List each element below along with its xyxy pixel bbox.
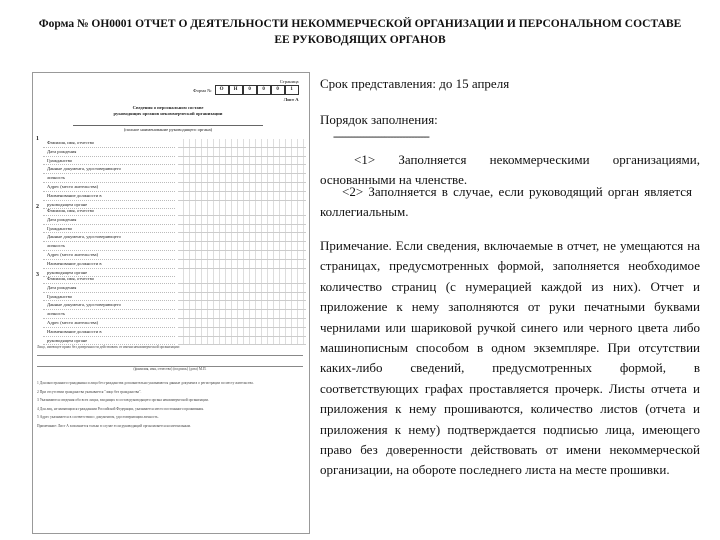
title-line-1: Форма № ОН0001 ОТЧЕТ О ДЕЯТЕЛЬНОСТИ НЕКОММЕРЧЕСКОЙ ОРГАНИЗАЦИИ И ПЕРСОНАЛЬНОМ СОСТАВЕ <box>38 18 682 30</box>
form-row-label: Фамилия, имя, отчество <box>43 207 175 216</box>
form-row-field <box>178 275 306 284</box>
form-row-field <box>178 310 306 319</box>
form-row-label: руководящем органе <box>43 337 175 346</box>
form-row-field <box>178 174 306 183</box>
form-code <box>215 85 299 95</box>
form-row-field <box>178 328 306 337</box>
form-row-field <box>178 233 306 242</box>
form-section-grid <box>178 275 306 345</box>
form-code-cell: 0 <box>257 85 271 95</box>
form-heading-1: Сведения о персональном составе <box>132 105 204 110</box>
form-code-row <box>193 85 299 95</box>
form-header <box>193 79 299 103</box>
form-row-label: личность <box>43 174 175 183</box>
note-1: <1> Заполняется некоммерческими организациями, основанными на членстве. <box>320 152 700 188</box>
form-row-label: Данные документа, удостоверяющего <box>43 301 175 310</box>
form-heading-2: руководящих органов некоммерческой организации <box>113 111 223 116</box>
form-code-cell: Н <box>229 85 243 95</box>
form-row-label: Фамилия, имя, отчество <box>43 139 175 148</box>
form-row-label: Адрес (место жительства) <box>43 319 175 328</box>
form-row-field <box>178 165 306 174</box>
form-row-field <box>178 183 306 192</box>
deadline-text: Срок представления: до 15 апреля <box>320 76 510 91</box>
order-title: Порядок заполнения: <box>320 112 438 127</box>
form-section <box>43 275 175 345</box>
form-code-cell: 0 <box>243 85 257 95</box>
confirm-text: Лицо, имеющее право без доверенности действовать от имени некоммерческой организации: <box>37 345 180 349</box>
form-row-label: Дата рождения <box>43 148 175 157</box>
form-row-field <box>178 207 306 216</box>
dashes-line: -------------------------------- <box>333 129 429 143</box>
form-heading-3: (полное наименование руководящего органа) <box>73 125 263 132</box>
form-row-label: личность <box>43 310 175 319</box>
form-row-field <box>178 225 306 234</box>
form-row-field <box>178 284 306 293</box>
form-row-field <box>178 148 306 157</box>
form-row-label: руководящем органе <box>43 269 175 278</box>
form-thumbnail <box>32 72 310 534</box>
form-row-label: Дата рождения <box>43 216 175 225</box>
form-section-grid <box>178 139 306 209</box>
form-row-label: Наименование должности в <box>43 328 175 337</box>
form-row-label: Адрес (место жительства) <box>43 183 175 192</box>
footnote: 4 Для лиц, не являющихся гражданами Российской Федерации, указывается место постоянного проживания. <box>37 406 204 411</box>
form-row-field <box>178 242 306 251</box>
title-line-2: ЕЕ РУКОВОДЯЩИХ ОРГАНОВ <box>274 34 446 46</box>
footnotes <box>37 381 303 433</box>
form-row-label: Гражданство <box>43 225 175 234</box>
form-row-field <box>178 319 306 328</box>
form-row-label: Дата рождения <box>43 284 175 293</box>
form-row-label: Гражданство <box>43 157 175 166</box>
footnote: Примечание: Лист А заполняется только в случае если руководящий орган является коллегиальным. <box>37 423 191 428</box>
form-row-field <box>178 301 306 310</box>
form-row-field <box>178 216 306 225</box>
signature-line <box>37 355 303 367</box>
form-row-field <box>178 260 306 269</box>
form-row-label: руководящем органе <box>43 201 175 210</box>
document-title <box>8 16 712 48</box>
section-number: 3 <box>36 272 39 278</box>
form-code-cell: 1 <box>285 85 299 95</box>
signature-labels: (фамилия, имя, отчество) (подпись) (дата) М.П. <box>133 367 207 371</box>
form-row-field <box>178 157 306 166</box>
note-2: <2> Заполняется в случае, если руководящий орган является коллегиальным. <box>320 184 692 220</box>
form-row-label: Данные документа, удостоверяющего <box>43 165 175 174</box>
footnote: 5 Адрес указывается в соответствии с документом, удостоверяющим личность. <box>37 415 159 420</box>
form-row-label: личность <box>43 242 175 251</box>
form-section <box>43 139 175 209</box>
footnote: 3 Указываются сведения обо всех лицах, входящих в состав руководящего органа некоммерческой организации. <box>37 398 209 403</box>
sheet-label: Лист А <box>283 97 299 103</box>
form-label: Форма № <box>193 87 212 93</box>
form-row-field <box>178 139 306 148</box>
page-label: Страница <box>279 79 299 84</box>
form-row-label: Данные документа, удостоверяющего <box>43 233 175 242</box>
form-section <box>43 207 175 277</box>
footnote: 2 При отсутствии гражданства указывается "лицо без гражданства". <box>37 389 142 394</box>
footnote: 1 Для иностранного гражданина и лица без гражданства дополнительно указываются данные документа о регистрации по месту жительства. <box>37 381 254 385</box>
form-row-label: Наименование должности в <box>43 192 175 201</box>
form-row-label: Гражданство <box>43 293 175 302</box>
form-row-label: Фамилия, имя, отчество <box>43 275 175 284</box>
form-row-label: Адрес (место жительства) <box>43 251 175 260</box>
remark-text: Примечание. Если сведения, включаемые в отчет, не умещаются на страницах, предусмотренных формой, заполняется необходимое количество страниц (с нумерацией каждой из них). Отчет и приложение к нему заполняются от руки печатными буквами чернилами или шариковой ручкой синего или черного цвета либо машинописным способом в одном экземпляре. При отсутствии каких-либо сведений, предусмотренных формой, в соответствующих графах проставляется прочерк. Листы отчета и приложения к нему прошиваются, количество листов (отчета и приложения к нему) подтверждается подписью лица, имеющего право без доверенности действовать от имени некоммерческой организации, на обороте последнего листа на месте прошивки. <box>320 238 700 478</box>
form-row-field <box>178 293 306 302</box>
form-code-cell: 0 <box>271 85 285 95</box>
section-number: 2 <box>36 204 39 210</box>
form-code-cell: О <box>215 85 229 95</box>
form-section-grid <box>178 207 306 277</box>
form-row-field <box>178 251 306 260</box>
form-row-field <box>178 192 306 201</box>
section-number: 1 <box>36 136 39 142</box>
form-row-label: Наименование должности в <box>43 260 175 269</box>
